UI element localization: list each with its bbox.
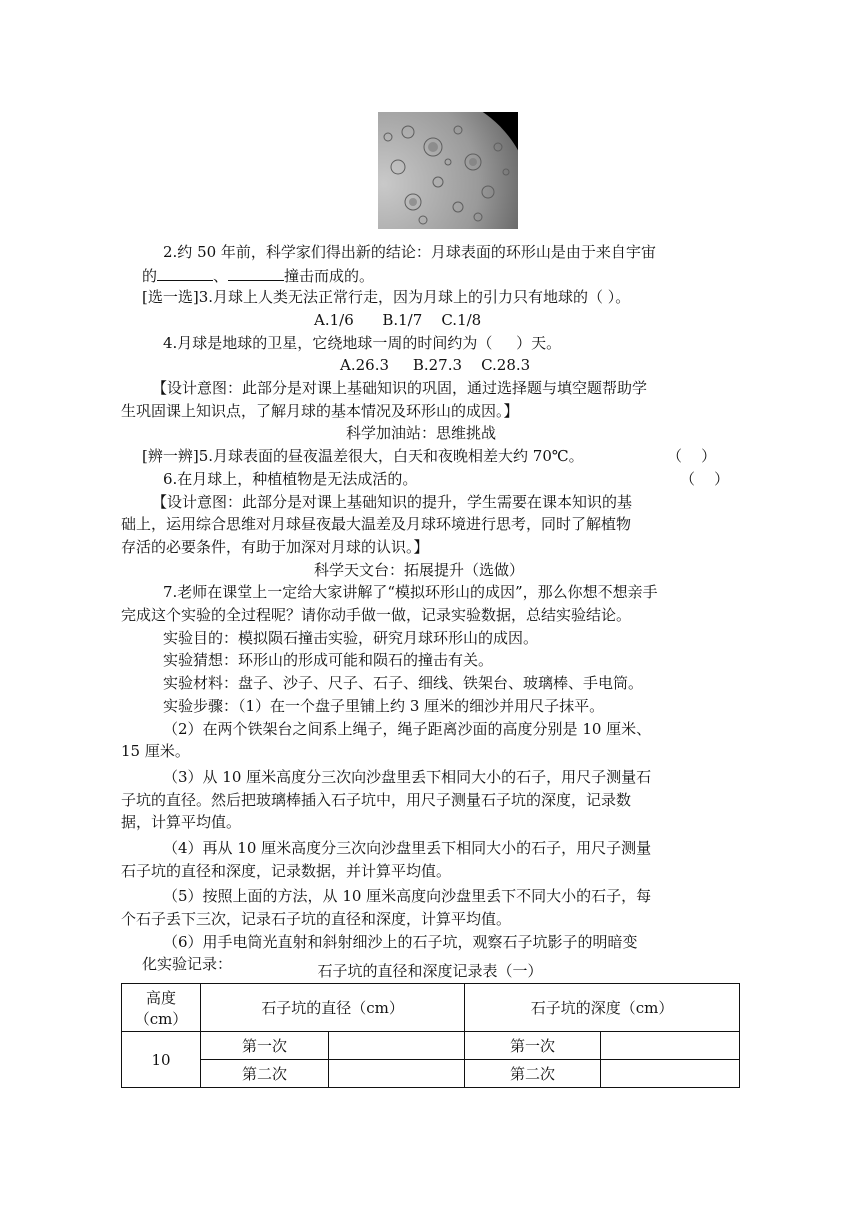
q3-options: A.1/6 B.1/7 C.1/8 bbox=[314, 311, 482, 329]
exp-step-2-line1: （2）在两个铁架台之间系上绳子，绳子距离沙面的高度分别是 10 厘米、 bbox=[163, 720, 652, 738]
q4-line: 4.月球是地球的卫星，它绕地球一周的时间约为（ ）天。 bbox=[163, 334, 562, 352]
depth-first-label: 第一次 bbox=[465, 1032, 601, 1060]
header-diameter: 石子坑的直径（cm） bbox=[201, 984, 465, 1032]
exp-step-2-line2: 15 厘米。 bbox=[121, 742, 190, 760]
exp-step-6-line2: 化实验记录： bbox=[142, 955, 233, 973]
q4-options: A.26.3 B.27.3 C.28.3 bbox=[340, 356, 531, 374]
exp-materials: 实验材料：盘子、沙子、尺子、石子、细线、铁架台、玻璃棒、手电筒。 bbox=[163, 674, 644, 692]
q2-blank-1[interactable] bbox=[157, 264, 213, 281]
q2-line2 bbox=[142, 264, 374, 286]
exp-purpose: 实验目的：模拟陨石撞击实验，研究月球环形山的成因。 bbox=[163, 629, 539, 647]
diameter-second-label: 第二次 bbox=[201, 1060, 329, 1088]
diameter-first-cell[interactable] bbox=[329, 1032, 465, 1060]
q5-answer-paren[interactable]: （ ） bbox=[667, 447, 717, 465]
header-height-label: 高度 bbox=[145, 988, 176, 1007]
q7-line2: 完成这个实验的全过程呢？请你动手做一做，记录实验数据，总结实验结论。 bbox=[121, 606, 632, 624]
exp-step-3-line2: 子坑的直径。然后把玻璃棒插入石子坑中，用尺子测量石子坑的深度，记录数 bbox=[121, 791, 632, 809]
exp-step-6-line1: （6）用手电筒光直射和斜射细沙上的石子坑，观察石子坑影子的明暗变 bbox=[163, 933, 638, 951]
q2-prefix: 的 bbox=[142, 267, 158, 285]
depth-second-cell[interactable] bbox=[601, 1060, 740, 1088]
intent2-line1: 【设计意图：此部分是对课上基础知识的提升，学生需要在课本知识的基 bbox=[152, 493, 633, 511]
intent1-line1: 【设计意图：此部分是对课上基础知识的巩固，通过选择题与填空题帮助学 bbox=[152, 379, 648, 397]
exp-hypothesis: 实验猜想：环形山的形成可能和陨石的撞击有关。 bbox=[163, 651, 494, 669]
section-heading-2: 科学天文台：拓展提升（选做） bbox=[314, 561, 525, 579]
exp-step-3-line3: 据，计算平均值。 bbox=[121, 813, 242, 831]
intent1-line2: 生巩固课上知识点，了解月球的基本情况及环形山的成因。】 bbox=[121, 402, 519, 420]
q6-answer-paren[interactable]: （ ） bbox=[680, 470, 730, 488]
record-table bbox=[121, 983, 740, 1088]
q6-line: 6.在月球上，种植植物是无法成活的。 bbox=[163, 470, 418, 488]
intent2-line2: 础上，运用综合思维对月球昼夜最大温差及月球环境进行思考，同时了解植物 bbox=[121, 515, 632, 533]
q2-line1: 2.约 50 年前，科学家们得出新的结论：月球表面的环形山是由于来自宇宙 bbox=[163, 243, 656, 261]
exp-step-1: 实验步骤：（1）在一个盘子里铺上约 3 厘米的细沙并用尺子抹平。 bbox=[163, 697, 605, 715]
q5-line: [辨一辨]5.月球表面的昼夜温差很大，白天和夜晚相差大约 70℃。 bbox=[142, 447, 584, 465]
header-height bbox=[122, 984, 201, 1032]
table-caption: 石子坑的直径和深度记录表（一） bbox=[317, 962, 543, 980]
q7-line1: 7.老师在课堂上一定给大家讲解了“模拟环形山的成因”，那么你想不想亲手 bbox=[163, 583, 658, 601]
moon-image-icon bbox=[378, 112, 518, 229]
exp-step-4-line2: 石子坑的直径和深度，记录数据，并计算平均值。 bbox=[121, 862, 452, 880]
q2-blank-2[interactable] bbox=[228, 264, 284, 281]
intent2-line3: 存活的必要条件，有助于加深对月球的认识。】 bbox=[121, 538, 429, 556]
exp-step-5-line1: （5）按照上面的方法，从 10 厘米高度向沙盘里丢下不同大小的石子，每 bbox=[163, 887, 652, 905]
header-depth: 石子坑的深度（cm） bbox=[465, 984, 740, 1032]
exp-step-4-line1: （4）再从 10 厘米高度分三次向沙盘里丢下相同大小的石子，用尺子测量 bbox=[163, 839, 652, 857]
row-height-value: 10 bbox=[122, 1032, 201, 1088]
q2-sep: 、 bbox=[213, 267, 229, 285]
moon-photo bbox=[378, 112, 518, 229]
header-height-unit: （cm） bbox=[134, 1009, 188, 1028]
exp-step-5-line2: 个石子丢下三次，记录石子坑的直径和深度，计算平均值。 bbox=[121, 910, 512, 928]
q3-line: [选一选]3.月球上人类无法正常行走，因为月球上的引力只有地球的（ ）。 bbox=[142, 288, 631, 306]
exp-step-3-line1: （3）从 10 厘米高度分三次向沙盘里丢下相同大小的石子，用尺子测量石 bbox=[163, 768, 652, 786]
diameter-first-label: 第一次 bbox=[201, 1032, 329, 1060]
depth-second-label: 第二次 bbox=[465, 1060, 601, 1088]
section-heading-1: 科学加油站：思维挑战 bbox=[346, 424, 497, 442]
depth-first-cell[interactable] bbox=[601, 1032, 740, 1060]
diameter-second-cell[interactable] bbox=[329, 1060, 465, 1088]
q2-suffix: 撞击而成的。 bbox=[284, 267, 375, 285]
